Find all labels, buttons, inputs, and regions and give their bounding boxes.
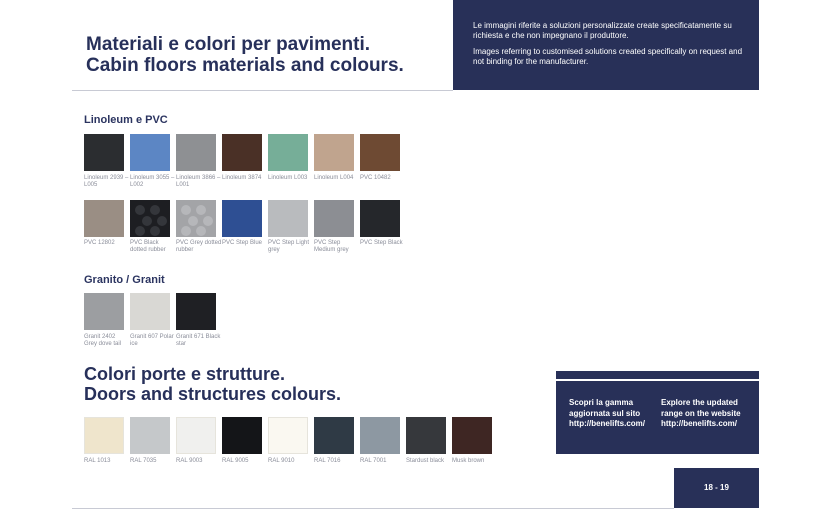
section-granite-title: Granito / Granit: [84, 274, 165, 286]
section-linoleum-title: Linoleum e PVC: [84, 114, 168, 126]
website-box: [556, 381, 759, 454]
label-linoleum-3866: Linoleum 3866 – L001: [176, 175, 221, 188]
label-linoleum-l004: Linoleum L004: [314, 175, 354, 181]
swatch-musk-brown[interactable]: [452, 417, 492, 454]
swatch-ral-1013[interactable]: [84, 417, 124, 454]
swatch-pvc-step-black[interactable]: [360, 200, 400, 237]
swatch-ral-9003[interactable]: [176, 417, 216, 454]
doors-title: [84, 364, 341, 404]
swatch-pvc-step-blue[interactable]: [222, 200, 262, 237]
label-linoleum-3055: Linoleum 3055 – L002: [130, 175, 175, 188]
disclaimer-it: Le immagini riferite a soluzioni personalizzate create specificatamente su richiesta e che non impegnano il produttore.: [473, 21, 732, 40]
swatch-linoleum-3055[interactable]: [130, 134, 170, 171]
label-ral-1013: RAL 1013: [84, 458, 111, 464]
label-pvc-grey-dotted: PVC Grey dotted rubber: [176, 240, 222, 253]
swatch-linoleum-l004[interactable]: [314, 134, 354, 171]
swatch-pvc-grey-dotted[interactable]: [176, 200, 216, 237]
label-linoleum-l003: Linoleum L003: [268, 175, 308, 181]
swatch-ral-7035[interactable]: [130, 417, 170, 454]
floors-title-en: Cabin floors materials and colours.: [86, 55, 404, 76]
label-stardust-black: Stardust black: [406, 458, 445, 464]
doors-title-it: Colori porte e strutture.: [84, 364, 286, 384]
swatch-pvc-step-light-grey[interactable]: [268, 200, 308, 237]
disclaimer-box: [453, 0, 759, 90]
label-pvc-12802: PVC 12802: [84, 240, 115, 246]
swatch-linoleum-l003[interactable]: [268, 134, 308, 171]
label-ral-7001: RAL 7001: [360, 458, 387, 464]
label-ral-7016: RAL 7016: [314, 458, 341, 464]
floors-title-it: Materiali e colori per pavimenti.: [86, 34, 371, 55]
website-box-accent: [556, 371, 759, 379]
swatch-granit-2402[interactable]: [84, 293, 124, 330]
label-ral-9005: RAL 9005: [222, 458, 249, 464]
swatch-linoleum-3874[interactable]: [222, 134, 262, 171]
label-ral-7035: RAL 7035: [130, 458, 157, 464]
swatch-pvc-12802[interactable]: [84, 200, 124, 237]
swatch-linoleum-2939[interactable]: [84, 134, 124, 171]
website-text-it[interactable]: Scopri la gamma aggiornata sul sito http://benelifts.com/: [569, 398, 645, 428]
swatch-ral-9005[interactable]: [222, 417, 262, 454]
swatch-ral-7016[interactable]: [314, 417, 354, 454]
swatch-pvc-step-medium-grey[interactable]: [314, 200, 354, 237]
website-text-en[interactable]: Explore the updated range on the website http://benelifts.com/: [661, 398, 741, 428]
label-pvc-10482: PVC 10482: [360, 175, 391, 181]
swatch-linoleum-3866[interactable]: [176, 134, 216, 171]
floors-title: [86, 34, 404, 76]
swatch-pvc-10482[interactable]: [360, 134, 400, 171]
swatch-ral-9010[interactable]: [268, 417, 308, 454]
swatch-stardust-black[interactable]: [406, 417, 446, 454]
label-granit-671: Granit 671 Black star: [176, 334, 221, 347]
page-number: 18 - 19: [674, 468, 759, 508]
label-ral-9010: RAL 9010: [268, 458, 295, 464]
label-granit-607: Granit 607 Polar ice: [130, 334, 174, 347]
label-granit-2402: Granit 2402 Grey dove tail: [84, 334, 122, 347]
header-divider: [72, 90, 453, 91]
label-pvc-black-dotted: PVC Black dotted rubber: [130, 240, 166, 253]
swatch-granit-671[interactable]: [176, 293, 216, 330]
label-linoleum-2939: Linoleum 2939 – L005: [84, 175, 129, 188]
doors-title-en: Doors and structures colours.: [84, 384, 342, 404]
label-pvc-step-black: PVC Step Black: [360, 240, 403, 246]
label-pvc-step-blue: PVC Step Blue: [222, 240, 263, 246]
label-ral-9003: RAL 9003: [176, 458, 203, 464]
swatch-pvc-black-dotted[interactable]: [130, 200, 170, 237]
footer-divider: [72, 508, 674, 509]
swatch-granit-607[interactable]: [130, 293, 170, 330]
swatch-ral-7001[interactable]: [360, 417, 400, 454]
label-pvc-step-light-grey: PVC Step Light grey: [268, 240, 310, 253]
label-linoleum-3874: Linoleum 3874: [222, 175, 262, 181]
label-pvc-step-medium-grey: PVC Step Medium grey: [314, 240, 349, 253]
disclaimer-en: Images referring to customised solutions created specifically on request and not binding for the manufacturer.: [473, 47, 743, 66]
label-musk-brown: Musk brown: [452, 458, 485, 464]
